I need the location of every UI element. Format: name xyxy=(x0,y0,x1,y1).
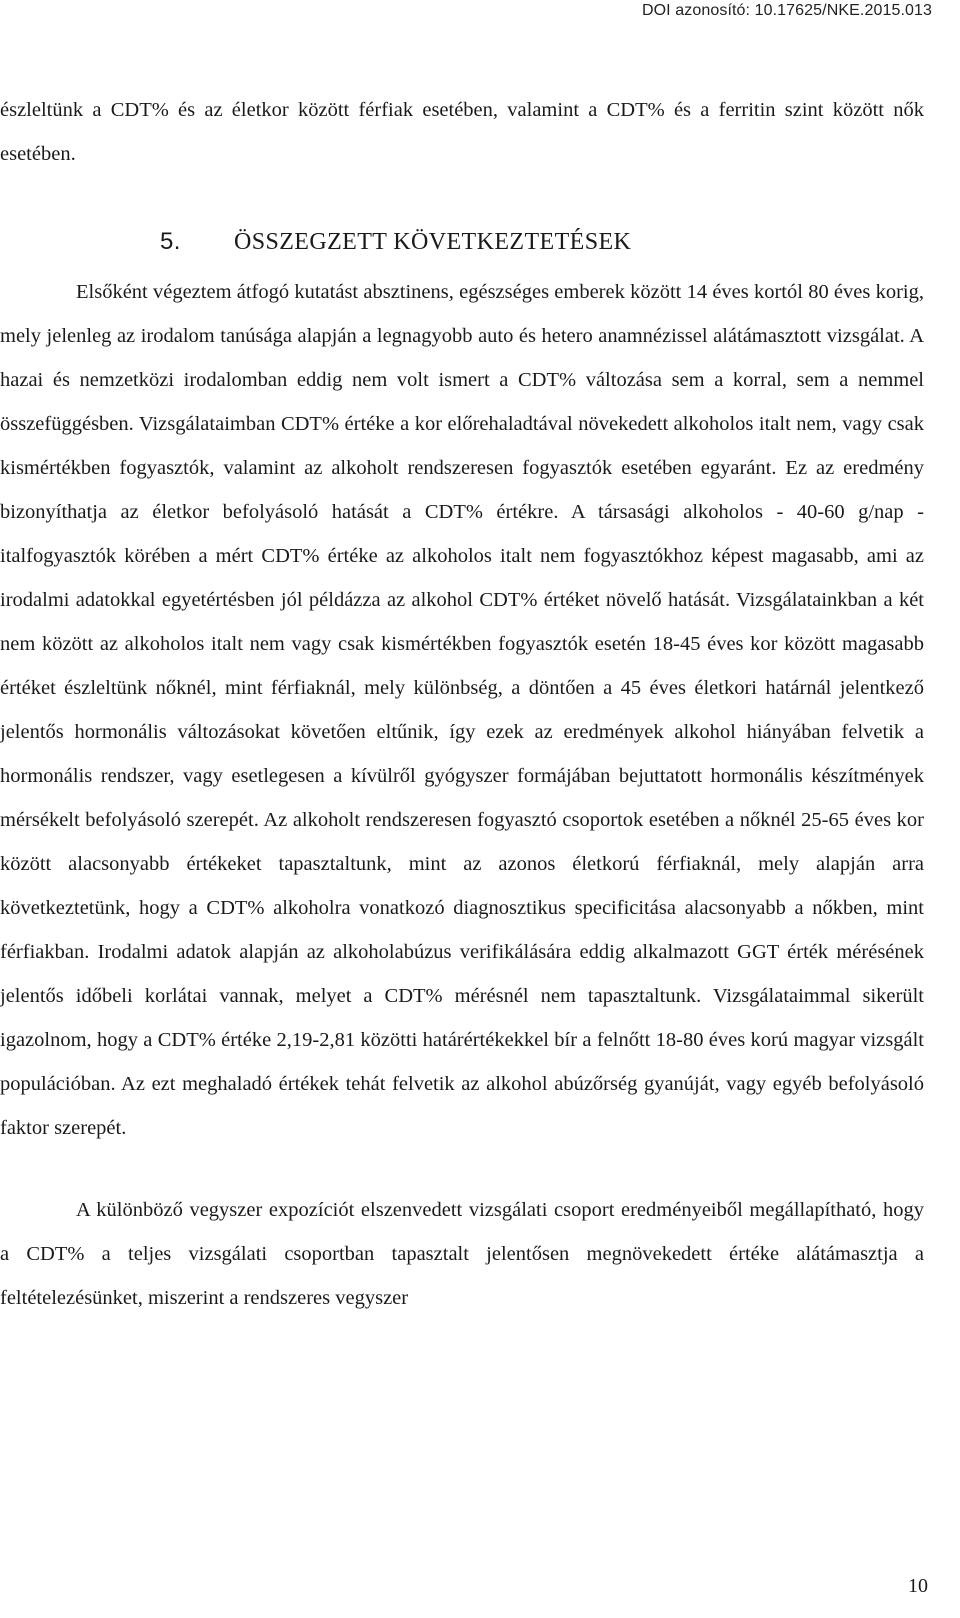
doi-header: DOI azonosító: 10.17625/NKE.2015.013 xyxy=(641,2,932,19)
section-number: 5. xyxy=(160,228,181,255)
spacer xyxy=(0,1150,924,1188)
paragraph-intro-end: észleltünk a CDT% és az életkor között férfiak esetében, valamint a CDT% és a ferritin szint között nők esetében. xyxy=(0,99,924,165)
document-body xyxy=(0,88,924,1320)
section-heading xyxy=(0,218,924,266)
section-title: ÖSSZEGZETT KÖVETKEZTETÉSEK xyxy=(234,229,632,255)
spacer xyxy=(0,176,924,218)
paragraph-last: A különböző vegyszer expozíciót elszenvedett vizsgálati csoport eredményeiből megállapítható, hogy a CDT% a teljes vizsgálati csoportban tapasztalt jelentősen megnövekedett értéke alátámasztja a feltételezésünket, miszerint a rendszeres vegyszer xyxy=(0,1199,924,1309)
paragraph-main: Elsőként végeztem átfogó kutatást absztinens, egészséges emberek között 14 éves kortól 80 éves korig, mely jelenleg az irodalom tanúsága alapján a legnagyobb auto és hetero anamnézissel alátámasztott vizsgálat. A hazai és nemzetközi irodalomban eddig nem volt ismert a CDT% változása sem a korral, sem a nemmel összefüggésben. Vizsgálataimban CDT% értéke a kor előrehaladtával növekedett alkoholos italt nem, vagy csak kismértékben fogyasztók, valamint az alkoholt rendszeresen fogyasztók esetében egyaránt. Ez az eredmény bizonyíthatja az életkor befolyásoló hatását a CDT% értékre. A társasági alkoholos - 40-60 g/nap - italfogyasztók körében a mért CDT% értéke az alkoholos italt nem fogyasztókhoz képest magasabb, ami az irodalmi adatokkal egyetértésben jól példázza az alkohol CDT% értéket növelő hatását. Vizsgálatainkban a két nem között az alkoholos italt nem vagy csak kismértékben fogyasztók esetén 18-45 éves kor között magasabb értéket észleltünk nőknél, mint férfiaknál, mely különbség, a döntően a 45 éves életkori határnál jelentkező jelentős hormonális változásokat követően eltűnik, így ezek az eredmények alkohol hiányában felvetik a hormonális rendszer, vagy esetlegesen a kívülről gyógyszer formájában bejuttatott hormonális készítmények mérsékelt befolyásoló szerepét. Az alkoholt rendszeresen fogyasztó csoportok esetében a nőknél 25-65 éves kor között alacsonyabb értékeket tapasztaltunk, mint az azonos életkorú férfiaknál, mely alapján arra következtetünk, hogy a CDT% alkoholra vonatkozó diagnosztikus specificitása alacsonyabb a nőkben, mint férfiakban. Irodalmi adatok alapján az alkoholabúzus verifikálására eddig alkalmazott GGT érték mérésének jelentős időbeli korlátai vannak, melyet a CDT% mérésnél nem tapasztaltunk. Vizsgálataimmal sikerült igazolnom, hogy a CDT% értéke 2,19-2,81 közötti határértékekkel bír a felnőtt 18-80 éves korú magyar vizsgált populációban. Az ezt meghaladó értékek tehát felvetik az alkohol abúzőrség gyanúját, vagy egyéb befolyásoló faktor szerepét. xyxy=(0,281,924,1139)
page-number: 10 xyxy=(908,1575,928,1597)
